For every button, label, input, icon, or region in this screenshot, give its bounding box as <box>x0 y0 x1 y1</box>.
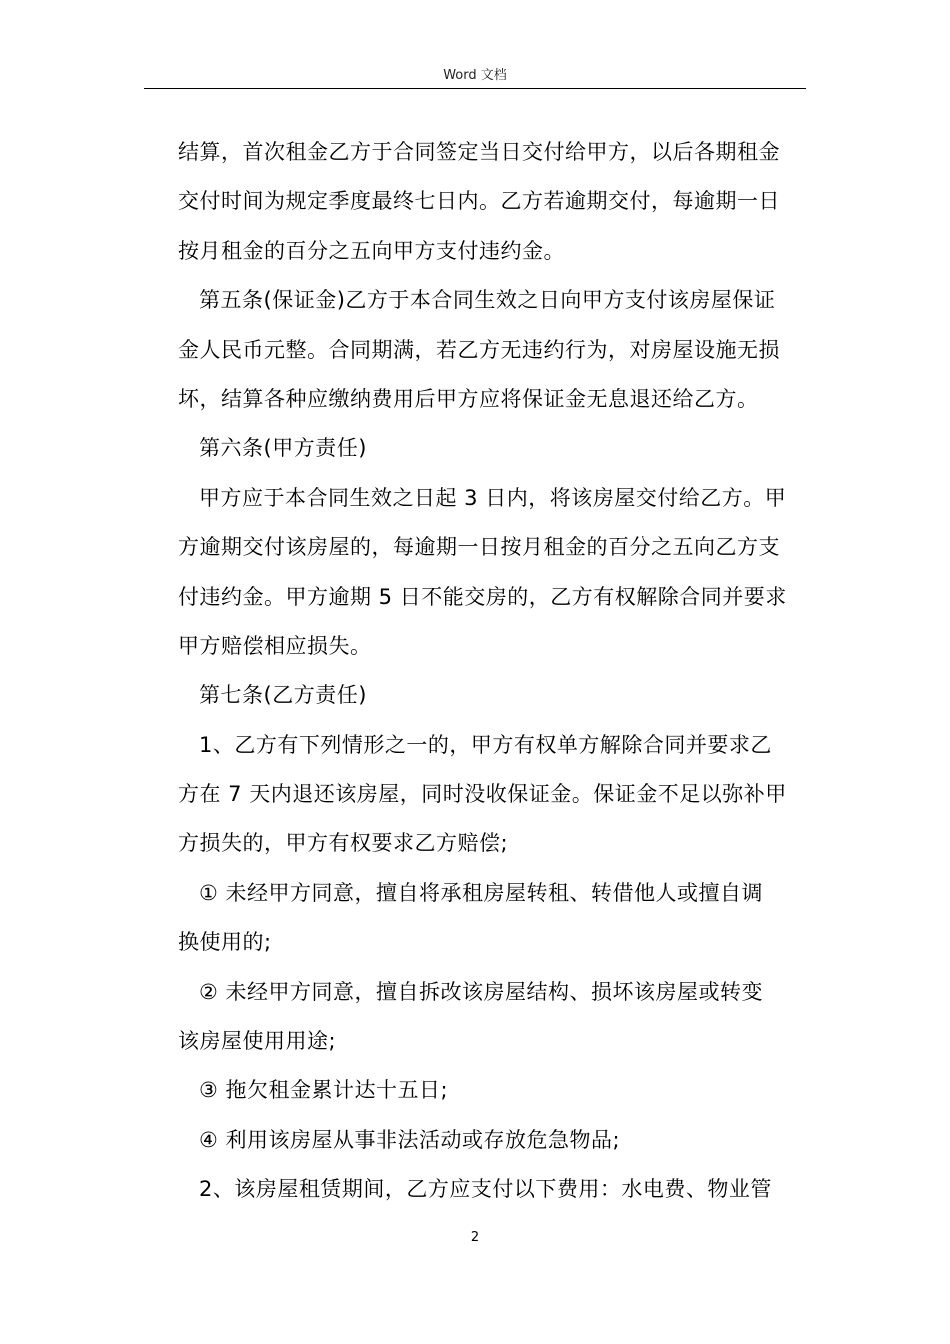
page-header-title: Word 文档 <box>443 68 507 83</box>
paragraph <box>178 1165 818 1214</box>
text-line: ② 未经甲方同意，擅自拆改该房屋结构、损坏该房屋或转变 <box>199 979 763 1004</box>
text-line: 换使用的; <box>178 930 272 955</box>
list-item <box>178 869 818 968</box>
text-line: ③ 拖欠租金累计达十五日; <box>199 1078 449 1103</box>
text-line: 该房屋使用用途; <box>178 1029 337 1054</box>
text-line: ④ 利用该房屋从事非法活动或存放危急物品; <box>199 1127 621 1152</box>
document-body <box>178 128 818 1215</box>
list-item <box>178 968 818 1067</box>
text-line: 第六条(甲方责任) <box>199 436 367 461</box>
section-heading <box>178 424 818 473</box>
text-line: 结算，首次租金乙方于合同签定当日交付给甲方，以后各期租金 <box>178 140 780 164</box>
list-item <box>178 1116 818 1165</box>
text-line: 方在 7 天内退还该房屋，同时没收保证金。保证金不足以弥补甲 <box>178 782 787 807</box>
section-heading <box>178 671 818 720</box>
text-line: 1、乙方有下列情形之一的，甲方有权单方解除合同并要求乙 <box>199 732 772 757</box>
paragraph <box>178 721 818 869</box>
text-line: 交付时间为规定季度最终七日内。乙方若逾期交付，每逾期一日 <box>178 189 780 214</box>
page-number: 2 <box>470 1230 480 1245</box>
text-line: 第五条(保证金)乙方于本合同生效之日向甲方支付该房屋保证 <box>199 288 776 313</box>
text-line: ① 未经甲方同意，擅自将承租房屋转租、转借他人或擅自调 <box>199 880 763 905</box>
paragraph <box>178 276 818 424</box>
text-line: 按月租金的百分之五向甲方支付违约金。 <box>178 238 565 263</box>
text-line: 2、该房屋租赁期间，乙方应支付以下费用：水电费、物业管 <box>199 1177 772 1202</box>
text-line: 第七条(乙方责任) <box>199 683 367 708</box>
header-divider <box>144 88 806 89</box>
text-line: 金人民币元整。合同期满，若乙方无违约行为，对房屋设施无损 <box>178 337 780 362</box>
text-line: 付违约金。甲方逾期 5 日不能交房的，乙方有权解除合同并要求 <box>178 584 787 609</box>
paragraph <box>178 128 818 276</box>
text-line: 方逾期交付该房屋的，每逾期一日按月租金的百分之五向乙方支 <box>178 535 780 560</box>
text-line: 方损失的，甲方有权要求乙方赔偿; <box>178 831 509 856</box>
text-line: 甲方应于本合同生效之日起 3 日内，将该房屋交付给乙方。甲 <box>199 485 787 510</box>
text-line: 坏，结算各种应缴纳费用后甲方应将保证金无息退还给乙方。 <box>178 386 759 411</box>
list-item <box>178 1066 818 1115</box>
paragraph <box>178 474 818 672</box>
text-line: 甲方赔偿相应损失。 <box>178 633 372 658</box>
